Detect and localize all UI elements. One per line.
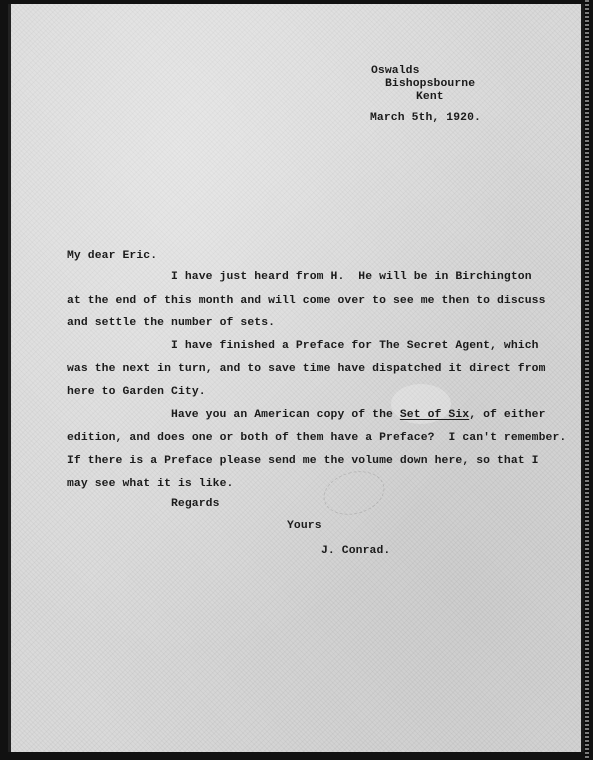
paragraph-1-line-3: and settle the number of sets.: [67, 317, 276, 329]
closing: Yours: [287, 520, 322, 532]
paragraph-3-line-1: [171, 409, 546, 421]
address-line-3: Kent: [416, 91, 444, 103]
paragraph-2-line-2: was the next in turn, and to save time have dispatched it direct from: [67, 363, 546, 375]
paragraph-2-line-3: here to Garden City.: [67, 386, 206, 398]
letter-date: March 5th, 1920.: [370, 112, 481, 124]
paragraph-3-line-3: If there is a Preface please send me the volume down here, so that I: [67, 455, 539, 467]
regards: Regards: [171, 498, 220, 510]
address-line-1: Oswalds: [371, 65, 420, 77]
faint-stamp-mark: [319, 465, 390, 522]
salutation: My dear Eric.: [67, 250, 158, 262]
paragraph-1-line-1: I have just heard from H. He will be in Birchington: [171, 271, 532, 283]
paragraph-2-line-1: I have finished a Preface for The Secret Agent, which: [171, 340, 539, 352]
book-title-set-of-six: Set of Six: [399, 409, 470, 421]
paragraph-3-line-1-pre: Have you an American copy of the: [171, 409, 400, 421]
signature: J. Conrad.: [321, 545, 391, 557]
paragraph-3-line-2: edition, and does one or both of them have a Preface? I can't remember.: [67, 432, 567, 444]
paragraph-1-line-2: at the end of this month and will come over to see me then to discuss: [67, 295, 546, 307]
paragraph-3-line-1-post: , of either: [469, 409, 546, 421]
address-line-2: Bishopsbourne: [385, 78, 476, 90]
letter-page: [8, 4, 584, 752]
paragraph-3-line-4: may see what it is like.: [67, 478, 234, 490]
scan-edge-artifact: [585, 0, 589, 760]
